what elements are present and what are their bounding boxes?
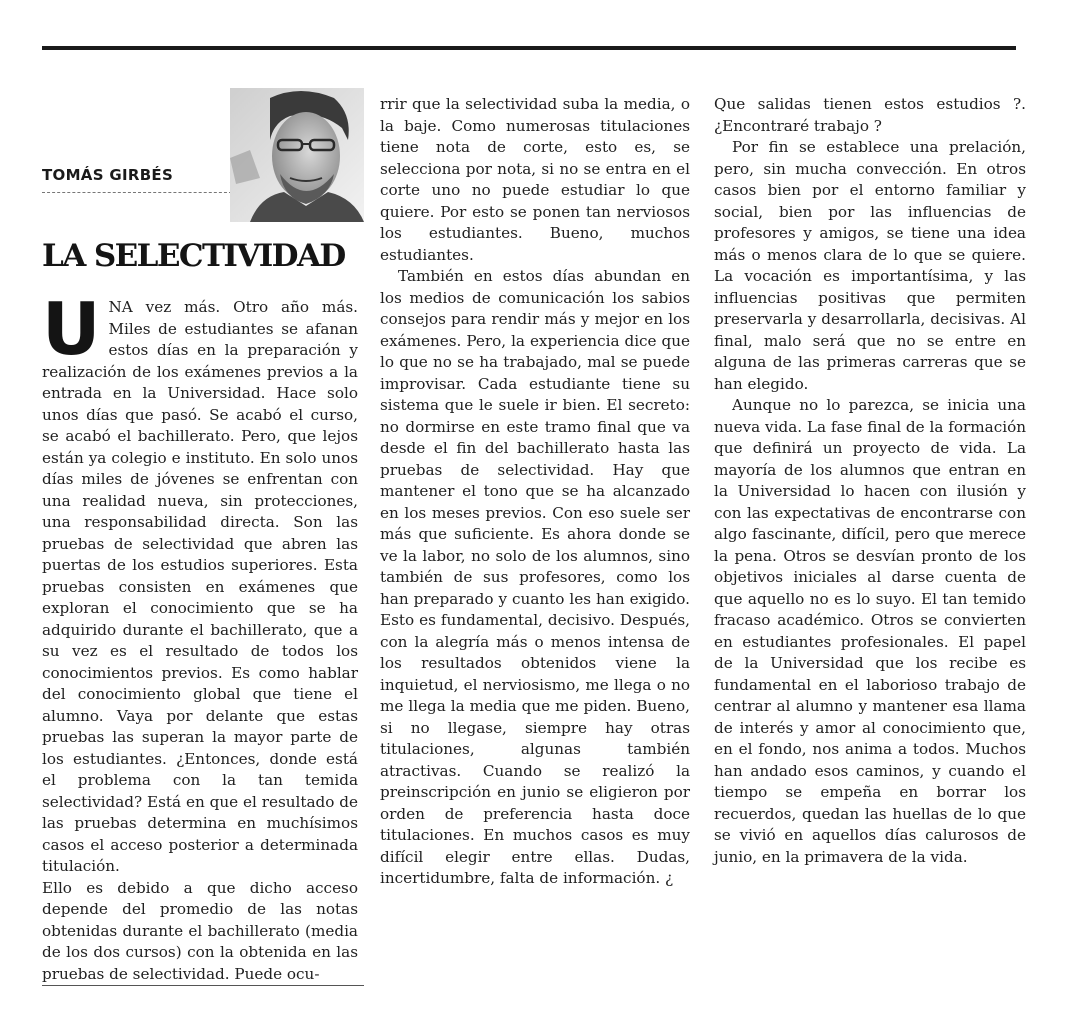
paragraph: Por fin se establece una prelación, pero, sin mucha convección. En otros casos bien por el entorno familiar y social, bien por las influencias de profesores y amigos, se tiene una idea más o menos clara de lo que se quiere. La vocación es importantísima, y las influencias positivas que permiten preservarla y desarrollarla, decisivas. Al final, malo será que no se entre en alguna de las primeras carreras que se han elegido. xyxy=(714,138,1026,393)
paragraph: rrir que la selectividad suba la media, o la baje. Como numerosas titulaciones tiene nota de corte, esto es, se selecciona por nota, si no se entra en el corte uno no puede estudiar lo que quiere. Por esto se ponen tan nerviosos los estudiantes. Bueno, muchos estudiantes. xyxy=(380,95,690,264)
article-column-1 xyxy=(42,287,358,985)
paragraph-text: NA vez más. Otro año más. Miles de estudiantes se afanan estos días en la preparación y realización de los exámenes previos a la entrada en la Universidad. Hace solo unos días que pasó. Se acabó el curso, se acabó el bachillerato. Pero, que lejos están ya colegio e instituto. En solo unos días miles de jóvenes se enfrentan con una realidad nueva, sin protecciones, una responsabilidad directa. Son las pruebas de selectividad que abren las puertas de los estudios superiores. Esta pruebas consisten en exámenes que exploran el conocimiento que se ha adquirido durante el bachillerato, que a su vez es el resultado de todos los conocimientos previos. Es como hablar del conocimiento global que tiene el alumno. Vaya por delante que estas pruebas las superan la mayor parte de los estudiantes. ¿Entonces, donde está el problema con la tan temida selectividad? Está en que el resultado de las pruebas determina en muchísimos casos el acceso posterior a determinada titulación. xyxy=(42,298,358,875)
headline: LA SELECTIVIDAD xyxy=(42,238,345,274)
author-block xyxy=(42,88,364,222)
bottom-rule xyxy=(42,985,364,986)
author-divider xyxy=(42,192,232,193)
author-name: TOMÁS GIRBÉS xyxy=(42,166,174,184)
author-portrait-photo xyxy=(230,88,364,222)
drop-cap: U xyxy=(42,287,101,371)
paragraph: También en estos días abundan en los medios de comunicación los sabios consejos para rendir más y mejor en los exámenes. Pero, la experiencia dice que lo que no se ha trabajado, mal se puede improvisar. Cada estudiante tiene su sistema que le suele ir bien. El secreto: no dormirse en este tramo final que va desde el fin del bachillerato hasta las pruebas de selectividad. Hay que mantener el tono que se ha alcanzado en los meses previos. Con eso suele ser más que suficiente. Es ahora donde se ve la labor, no solo de los alumnos, sino también de sus profesores, como los han preparado y cuanto les han exigido. Esto es fundamental, decisivo. Después, con la alegría más o menos intensa de los resultados obtenidos viene la inquietud, el nerviosismo, me llega o no me llega la media que me piden. Bueno, si no llegase, siempre hay otras titulaciones, algunas también atractivas. Cuando se realizó la preinscripción en junio se eligieron por orden de preferencia hasta doce titulaciones. En muchos casos es muy difícil elegir entre ellas. Dudas, incertidumbre, falta de información. ¿ xyxy=(380,267,690,887)
paragraph xyxy=(42,287,358,878)
article-column-3 xyxy=(714,94,1026,868)
top-rule xyxy=(42,46,1016,50)
article-column-2 xyxy=(380,94,690,890)
paragraph: Ello es debido a que dicho acceso depende del promedio de las notas obtenidas durante el bachillerato (media de los dos cursos) con la obtenida en las pruebas de selectividad. Puede ocu- xyxy=(42,878,358,983)
paragraph: Aunque no lo parezca, se inicia una nueva vida. La fase final de la formación que definirá un proyecto de vida. La mayoría de los alumnos que entran en la Universidad lo hacen con ilusión y con las expectativas de encontrarse con algo fascinante, difícil, pero que merece la pena. Otros se desvían pronto de los objetivos iniciales al darse cuenta de que aquello no es lo suyo. El tan temido fracaso académico. Otros se convierten en estudiantes profesionales. El papel de la Universidad que los recibe es fundamental en el laborioso trabajo de centrar al alumno y mantener esa llama de interés y amor al conocimiento que, en el fondo, nos anima a todos. Muchos han andado esos caminos, y cuando el tiempo se empeña en borrar los recuerdos, quedan las huellas de lo que se vivió en aquellos días calurosos de junio, en la primavera de la vida. xyxy=(714,396,1026,866)
paragraph: Que salidas tienen estos estudios ?. ¿Encontraré trabajo ? xyxy=(714,95,1026,135)
